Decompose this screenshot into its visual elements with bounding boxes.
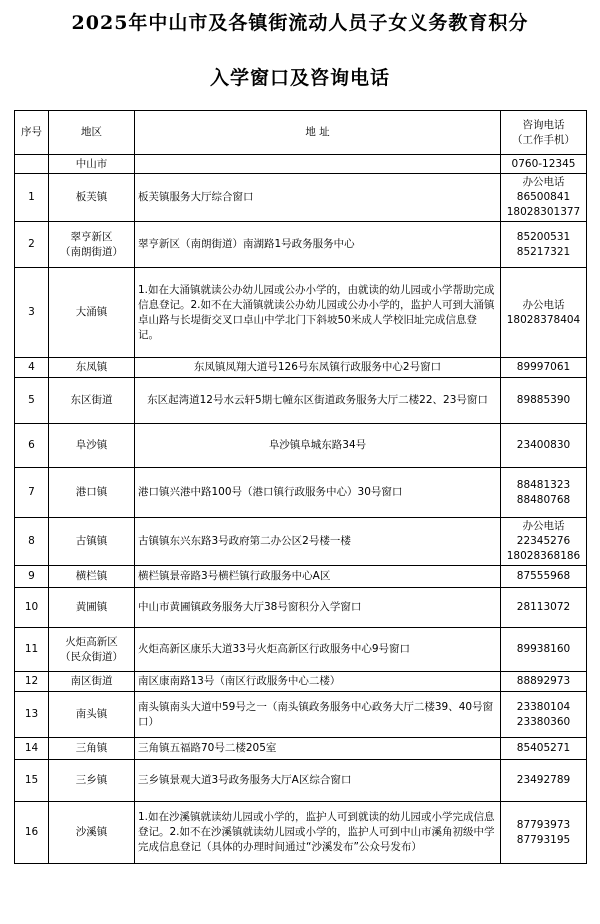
row-region: 大涌镇 bbox=[49, 268, 135, 358]
row-phone-line2: 18028301377 bbox=[506, 206, 581, 218]
row-region: 南区街道 bbox=[49, 672, 135, 692]
row-phone-line2: 87793195 bbox=[516, 833, 571, 846]
row-phone-line1: 87793973 bbox=[516, 818, 571, 831]
row-address: 1.如在大涌镇就读公办幼儿园或公办小学的，由就读的幼儿园或小学帮助完成信息登记。2.如不在大涌镇就读公办幼儿园或公办小学的，监护人可到大涌镇卓山路与长堤街交叉口卓山中学北门下斜坡50米成人学校旧址完成信息登记。 bbox=[135, 268, 501, 358]
row-region: 阜沙镇 bbox=[49, 424, 135, 468]
row-address: 翠亨新区（南朗街道）南湖路1号政务服务中心 bbox=[135, 222, 501, 268]
header-address: 地 址 bbox=[135, 111, 501, 155]
row-address: 东凤镇凤翔大道号126号东凤镇行政服务中心2号窗口 bbox=[135, 358, 501, 378]
city-phone: 0760-12345 bbox=[501, 155, 587, 174]
row-phone-line1: 85200531 bbox=[516, 230, 571, 243]
city-region: 中山市 bbox=[49, 155, 135, 174]
table-row bbox=[15, 672, 587, 692]
row-phone: 23492789 bbox=[501, 760, 587, 802]
row-address: 板芙镇服务大厅综合窗口 bbox=[135, 174, 501, 222]
table-row bbox=[15, 174, 587, 222]
row-index: 9 bbox=[15, 566, 49, 588]
row-region: 南头镇 bbox=[49, 692, 135, 738]
row-address: 东区起湾道12号水云轩5期七幢东区街道政务服务大厅二楼22、23号窗口 bbox=[135, 378, 501, 424]
row-phone-line1: 办公电话22345276 bbox=[516, 520, 571, 547]
row-address: 南头镇南头大道中59号之一（南头镇政务服务中心政务大厅二楼39、40号窗口） bbox=[135, 692, 501, 738]
row-region: 黄圃镇 bbox=[49, 588, 135, 628]
row-region: 古镇镇 bbox=[49, 518, 135, 566]
row-address: 古镇镇东兴东路3号政府第二办公区2号楼一楼 bbox=[135, 518, 501, 566]
header-phone-line2: （工作手机） bbox=[512, 133, 575, 146]
header-phone bbox=[501, 111, 587, 155]
row-phone-line2: 18028378404 bbox=[506, 313, 581, 326]
row-address: 港口镇兴港中路100号（港口镇行政服务中心）30号窗口 bbox=[135, 468, 501, 518]
row-phone-line2: 88480768 bbox=[516, 493, 571, 506]
row-phone-line1: 办公电话86500841 bbox=[516, 176, 571, 203]
row-phone-line2: 18028368186 bbox=[506, 550, 581, 562]
row-phone bbox=[501, 174, 587, 222]
table-row bbox=[15, 628, 587, 672]
row-address: 三乡镇景观大道3号政务服务大厅A区综合窗口 bbox=[135, 760, 501, 802]
table-row bbox=[15, 692, 587, 738]
row-phone bbox=[501, 692, 587, 738]
header-phone-line1: 咨询电话 bbox=[522, 118, 565, 131]
document-title-line2: 入学窗口及咨询电话 bbox=[209, 67, 390, 89]
header-region: 地区 bbox=[49, 111, 135, 155]
row-phone-line2: 85217321 bbox=[516, 245, 571, 258]
row-address: 火炬高新区康乐大道33号火炬高新区行政服务中心9号窗口 bbox=[135, 628, 501, 672]
row-index: 8 bbox=[15, 518, 49, 566]
row-phone: 88892973 bbox=[501, 672, 587, 692]
table-row bbox=[15, 518, 587, 566]
row-index: 4 bbox=[15, 358, 49, 378]
row-address: 南区康南路13号（南区行政服务中心二楼） bbox=[135, 672, 501, 692]
row-address: 三角镇五福路70号二楼205室 bbox=[135, 738, 501, 760]
table-row bbox=[15, 588, 587, 628]
row-index: 5 bbox=[15, 378, 49, 424]
row-region: 沙溪镇 bbox=[49, 802, 135, 864]
table-row bbox=[15, 222, 587, 268]
row-phone: 89997061 bbox=[501, 358, 587, 378]
row-index: 7 bbox=[15, 468, 49, 518]
table-row bbox=[15, 378, 587, 424]
row-address: 中山市黄圃镇政务服务大厅38号窗积分入学窗口 bbox=[135, 588, 501, 628]
row-phone: 87555968 bbox=[501, 566, 587, 588]
row-region: 港口镇 bbox=[49, 468, 135, 518]
table-row bbox=[15, 760, 587, 802]
city-address-cell bbox=[135, 155, 501, 174]
document-title-line1: 2025年中山市及各镇街流动人员子女义务教育积分 bbox=[71, 12, 529, 34]
row-region bbox=[49, 628, 135, 672]
row-index: 13 bbox=[15, 692, 49, 738]
row-index: 3 bbox=[15, 268, 49, 358]
table-row bbox=[15, 802, 587, 864]
row-region-line2: （民众街道） bbox=[60, 650, 123, 663]
table-row bbox=[15, 566, 587, 588]
row-index: 6 bbox=[15, 424, 49, 468]
header-index: 序号 bbox=[15, 111, 49, 155]
row-region: 横栏镇 bbox=[49, 566, 135, 588]
table-row bbox=[15, 358, 587, 378]
row-phone: 85405271 bbox=[501, 738, 587, 760]
row-index: 16 bbox=[15, 802, 49, 864]
row-region: 板芙镇 bbox=[49, 174, 135, 222]
table-row bbox=[15, 738, 587, 760]
row-phone: 23400830 bbox=[501, 424, 587, 468]
table-row bbox=[15, 424, 587, 468]
table-header-row bbox=[15, 111, 587, 155]
row-phone bbox=[501, 268, 587, 358]
row-region: 东凤镇 bbox=[49, 358, 135, 378]
row-phone: 28113072 bbox=[501, 588, 587, 628]
row-phone: 89885390 bbox=[501, 378, 587, 424]
row-region: 三乡镇 bbox=[49, 760, 135, 802]
table-row bbox=[15, 468, 587, 518]
row-address: 横栏镇景帝路3号横栏镇行政服务中心A区 bbox=[135, 566, 501, 588]
row-index: 11 bbox=[15, 628, 49, 672]
row-index: 10 bbox=[15, 588, 49, 628]
row-phone bbox=[501, 518, 587, 566]
row-index: 1 bbox=[15, 174, 49, 222]
row-region-line2: （南朗街道） bbox=[60, 245, 123, 258]
row-address: 1.如在沙溪镇就读幼儿园或小学的，监护人可到就读的幼儿园或小学完成信息登记。2.如不在沙溪镇就读幼儿园或小学的，监护人可到中山市溪角初级中学完成信息登记（具体的办理时间通过“沙溪发布”公众号发布） bbox=[135, 802, 501, 864]
city-index-cell bbox=[15, 155, 49, 174]
row-index: 14 bbox=[15, 738, 49, 760]
row-phone bbox=[501, 222, 587, 268]
row-region-line1: 翠亨新区 bbox=[70, 230, 113, 243]
row-phone-line1: 23380104 bbox=[516, 700, 571, 713]
row-phone-line1: 88481323 bbox=[516, 478, 571, 491]
contact-table bbox=[14, 110, 587, 864]
city-row bbox=[15, 155, 587, 174]
row-index: 12 bbox=[15, 672, 49, 692]
table-row bbox=[15, 268, 587, 358]
row-region: 三角镇 bbox=[49, 738, 135, 760]
row-phone-line1: 办公电话 bbox=[522, 298, 565, 311]
row-index: 2 bbox=[15, 222, 49, 268]
row-phone: 89938160 bbox=[501, 628, 587, 672]
row-phone bbox=[501, 468, 587, 518]
row-phone bbox=[501, 802, 587, 864]
row-address: 阜沙镇阜城东路34号 bbox=[135, 424, 501, 468]
row-region: 东区街道 bbox=[49, 378, 135, 424]
row-index: 15 bbox=[15, 760, 49, 802]
row-phone-line2: 23380360 bbox=[516, 715, 571, 728]
row-region bbox=[49, 222, 135, 268]
row-region-line1: 火炬高新区 bbox=[65, 635, 118, 648]
